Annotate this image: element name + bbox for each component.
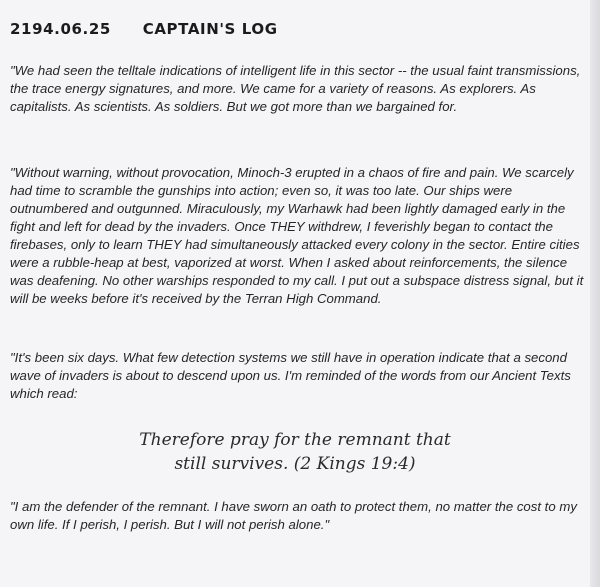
- scripture-line-1: Therefore pray for the remnant that: [139, 430, 451, 450]
- scripture-quote: [60, 428, 530, 476]
- scripture-line-2: still survives. (2 Kings 19:4): [174, 454, 416, 474]
- log-title: CAPTAIN'S LOG: [142, 20, 278, 38]
- page-edge: [590, 0, 600, 587]
- log-closing-paragraph: "I am the defender of the remnant. I have sworn an oath to protect them, no matter the cost to my own life. If I perish, I perish. But I will not perish alone.": [10, 499, 577, 532]
- log-paragraph-3: "It's been six days. What few detection systems we still have in operation indicate that a second wave of invaders is about to descend upon us. I'm reminded of the words from our Ancient Texts which read:: [10, 350, 571, 401]
- log-paragraph-1: "We had seen the telltale indications of intelligent life in this sector -- the usual faint transmissions, the trace energy signatures, and more. We came for a variety of reasons. As explorers. As capitalists. As scientists. As soldiers. But we got more than we bargained for.: [10, 63, 581, 114]
- log-paragraph-2: "Without warning, without provocation, Minoch-3 erupted in a chaos of fire and pain. We scarcely had time to scramble the gunships into action; even so, it was too late. Our ships were outnumbered and outgunned. Miraculously, my Warhawk had been lightly damaged early in the fight and left for dead by the invaders. Once THEY withdrew, I feverishly began to contact the firebases, only to learn THEY had simultaneously attacked every colony in the sector. Entire cities were a rubble-heap at best, vaporized at worst. When I asked about reinforcements, the silence was deafening. No other warships responded to my call. I put out a subspace distress signal, but it will be weeks before it's received by the Terran High Command.: [10, 165, 584, 306]
- log-date: 2194.06.25: [10, 20, 111, 38]
- log-header: [10, 20, 278, 38]
